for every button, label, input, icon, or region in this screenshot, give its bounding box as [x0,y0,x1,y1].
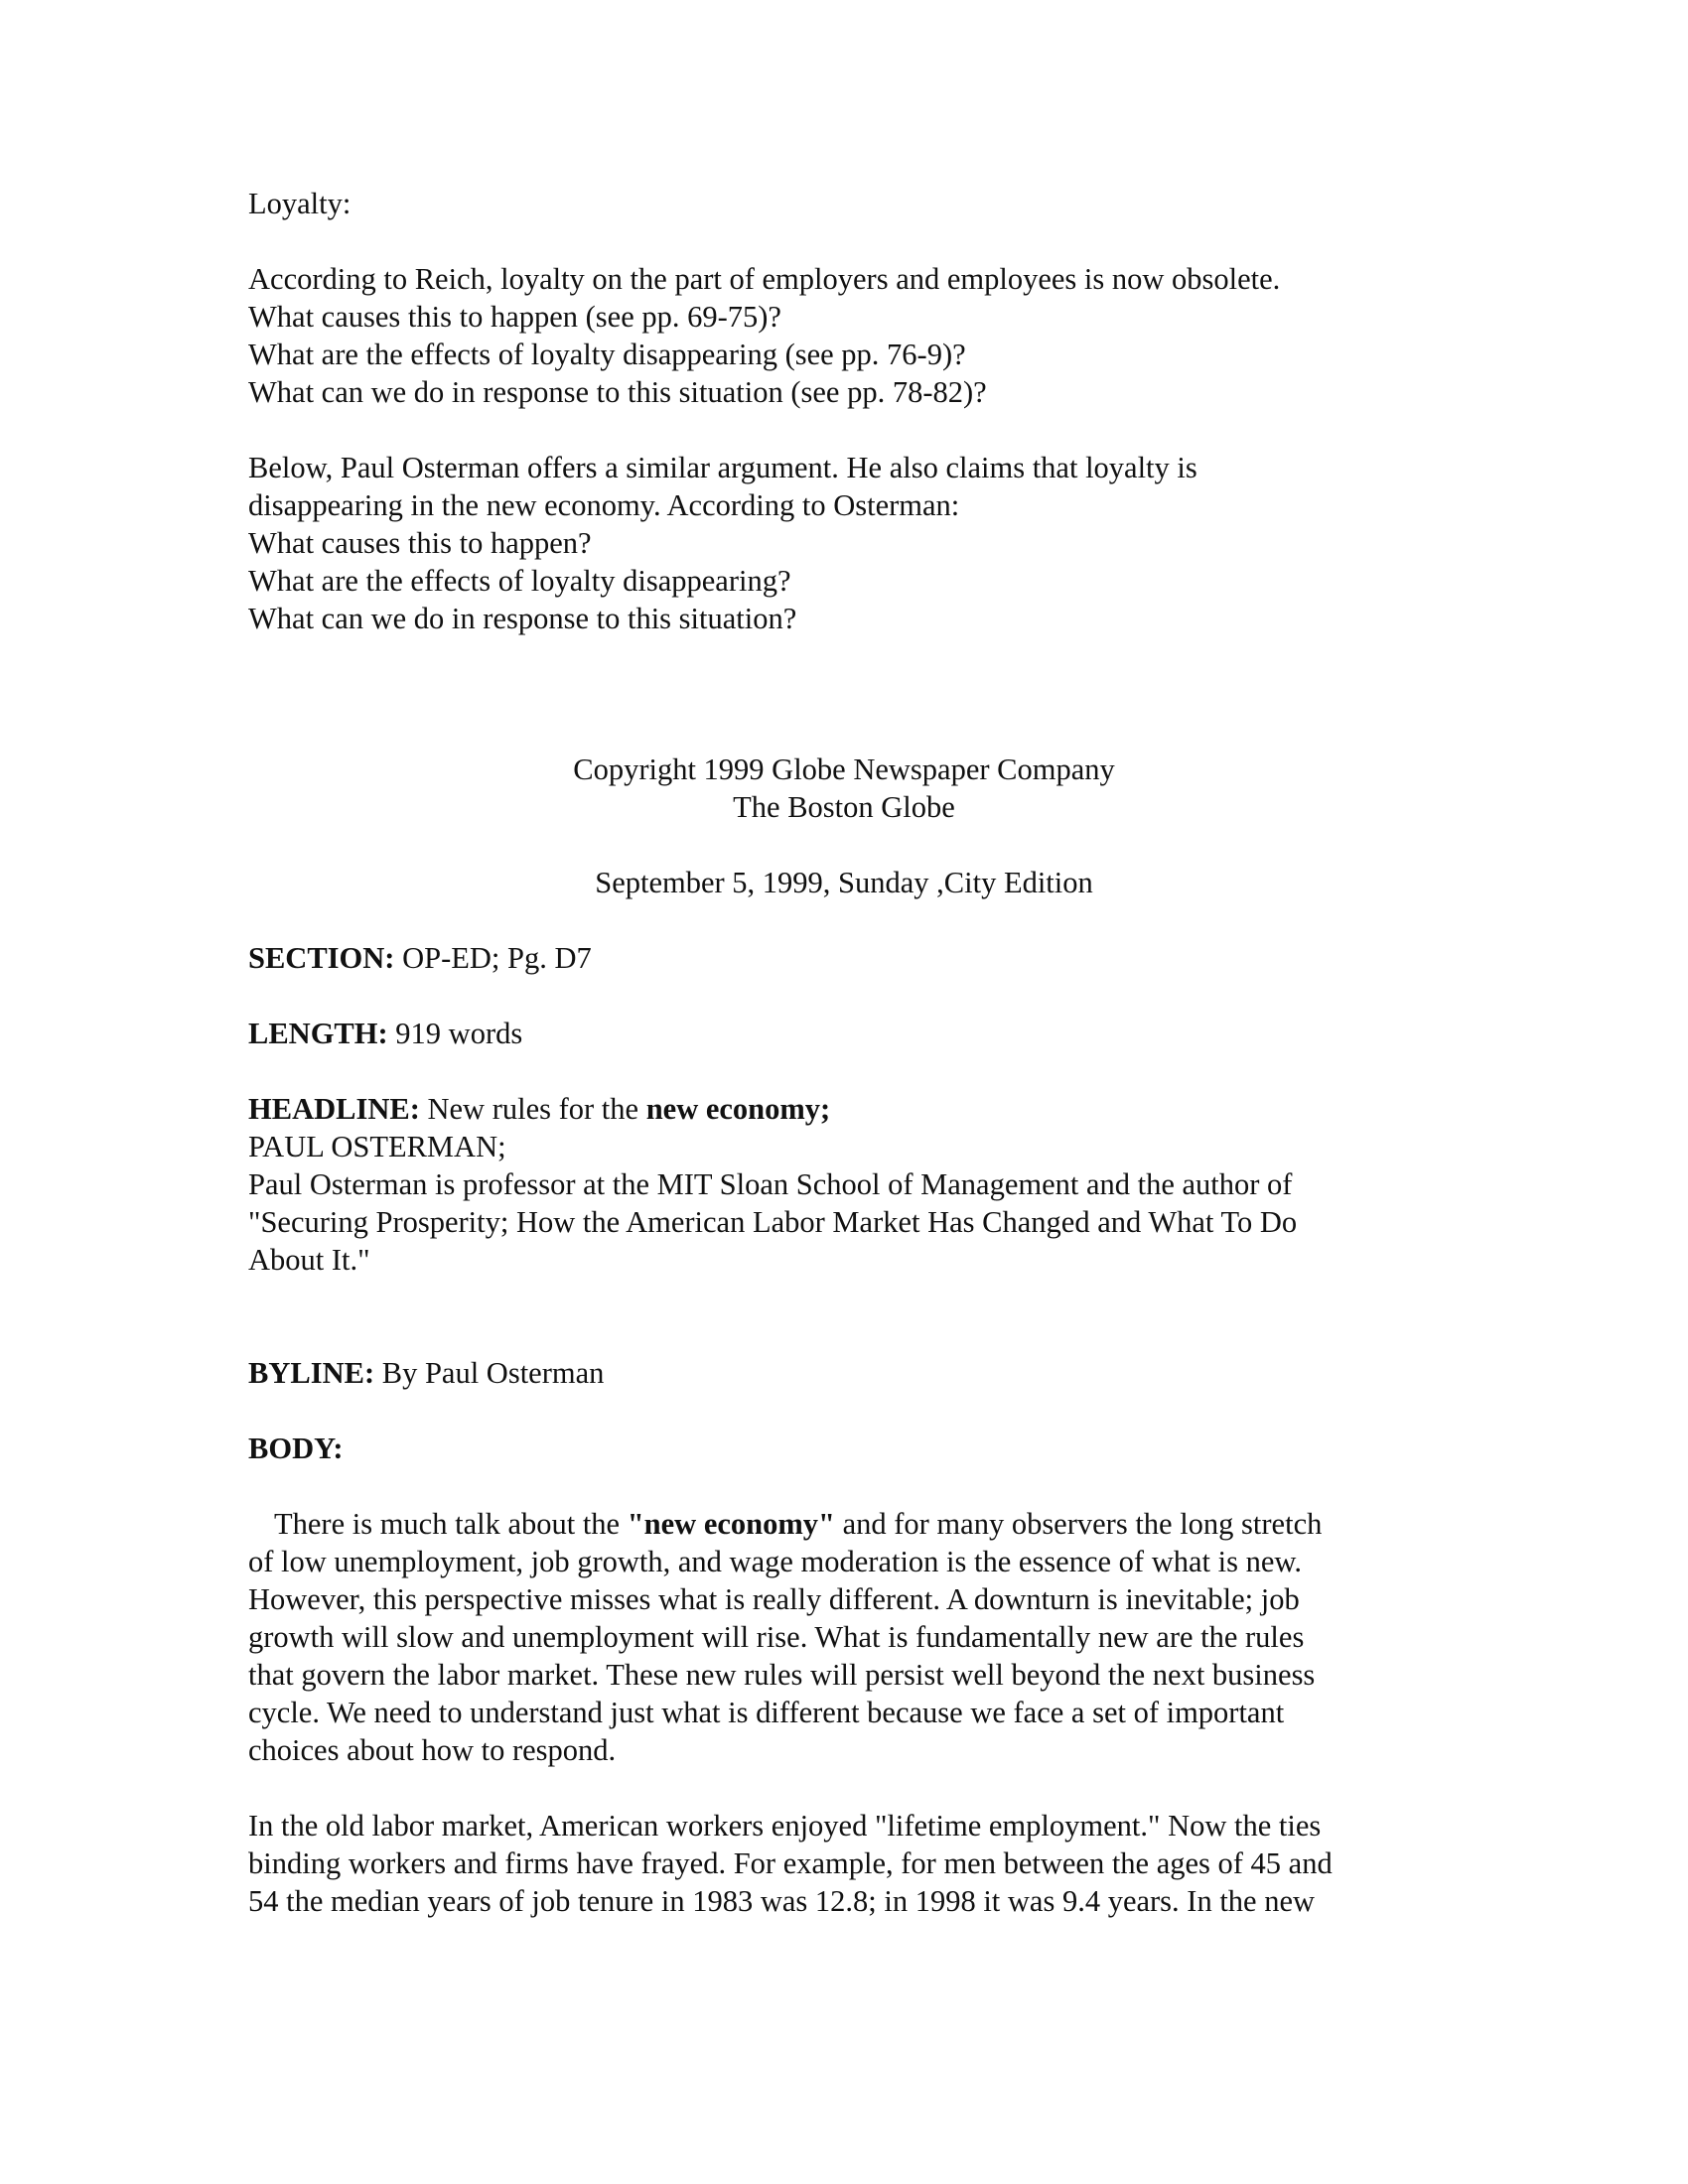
length-label: LENGTH: [248,1017,388,1050]
reich-line: What causes this to happen (see pp. 69-75)? [248,300,781,334]
paragraph-line: of low unemployment, job growth, and wage moderation is the essence of what is new. [248,1545,1303,1578]
author-caps: PAUL OSTERMAN; [248,1130,506,1163]
headline-text: New rules for the [419,1092,646,1126]
spacer [248,901,1460,939]
spacer [248,977,1460,1015]
section-label: SECTION: [248,941,395,975]
spacer [248,411,1460,449]
spacer [248,1279,1460,1354]
body-paragraph-1 [248,1505,1460,1769]
length-value: 919 words [387,1017,523,1050]
paragraph-line: 54 the median years of job tenure in 1983 was 12.8; in 1998 it was 9.4 years. In the new [248,1884,1316,1918]
osterman-questions [248,449,1460,637]
section-heading-loyalty: Loyalty: [248,187,352,220]
spacer [248,1769,1460,1807]
body-paragraph-2 [248,1807,1460,1920]
newspaper-name: The Boston Globe [733,790,955,824]
spacer [248,222,1460,260]
paragraph-line: cycle. We need to understand just what is different because we face a set of important [248,1696,1285,1729]
spacer [248,1392,1460,1430]
section-value: OP-ED; Pg. D7 [394,941,592,975]
p1-text-post: and for many observers the long stretch [834,1507,1323,1541]
spacer [248,1052,1460,1090]
copyright-line: Copyright 1999 Globe Newspaper Company [573,752,1115,786]
body-label: BODY: [248,1432,344,1465]
paragraph-line: binding workers and firms have frayed. For example, for men between the ages of 45 and [248,1846,1333,1880]
headline-bold-text: new economy; [645,1092,831,1126]
osterman-line: Below, Paul Osterman offers a similar argument. He also claims that loyalty is [248,451,1197,484]
length-field [248,1015,1460,1052]
spacer [248,1467,1460,1505]
publication-date: September 5, 1999, Sunday ,City Edition [595,866,1093,899]
osterman-line: What can we do in response to this situation? [248,602,797,635]
masthead [248,751,1460,901]
author-bio-line: "Securing Prosperity; How the American Labor Market Has Changed and What To Do [248,1205,1298,1239]
paragraph-line: that govern the labor market. These new rules will persist well beyond the next business [248,1658,1316,1692]
osterman-line: What causes this to happen? [248,526,592,560]
headline-field [248,1090,1460,1128]
spacer [248,826,1460,864]
byline-value: By Paul Osterman [374,1356,605,1390]
document-page [248,185,1460,1920]
headline-label: HEADLINE: [248,1092,420,1126]
osterman-line: disappearing in the new economy. According to Osterman: [248,488,960,522]
p1-text-pre: There is much talk about the [274,1507,628,1541]
author-bio-line: About It." [248,1243,370,1277]
reich-line: What can we do in response to this situation (see pp. 78-82)? [248,375,987,409]
paragraph-line [248,1505,1460,1543]
author-bio-line: Paul Osterman is professor at the MIT Sloan School of Management and the author of [248,1167,1293,1201]
reich-line: What are the effects of loyalty disappearing (see pp. 76-9)? [248,338,966,371]
paragraph-line: choices about how to respond. [248,1733,617,1767]
spacer [248,637,1460,751]
byline-field [248,1354,1460,1392]
section-field [248,939,1460,977]
paragraph-line: In the old labor market, American workers enjoyed "lifetime employment." Now the ties [248,1809,1322,1843]
osterman-line: What are the effects of loyalty disappearing? [248,564,791,598]
reich-questions [248,260,1460,411]
reich-line: According to Reich, loyalty on the part of employers and employees is now obsolete. [248,262,1281,296]
paragraph-line: However, this perspective misses what is really different. A downturn is inevitable; job [248,1582,1300,1616]
p1-bold-term: "new economy" [627,1507,835,1541]
byline-label: BYLINE: [248,1356,375,1390]
paragraph-line: growth will slow and unemployment will rise. What is fundamentally new are the rules [248,1620,1305,1654]
